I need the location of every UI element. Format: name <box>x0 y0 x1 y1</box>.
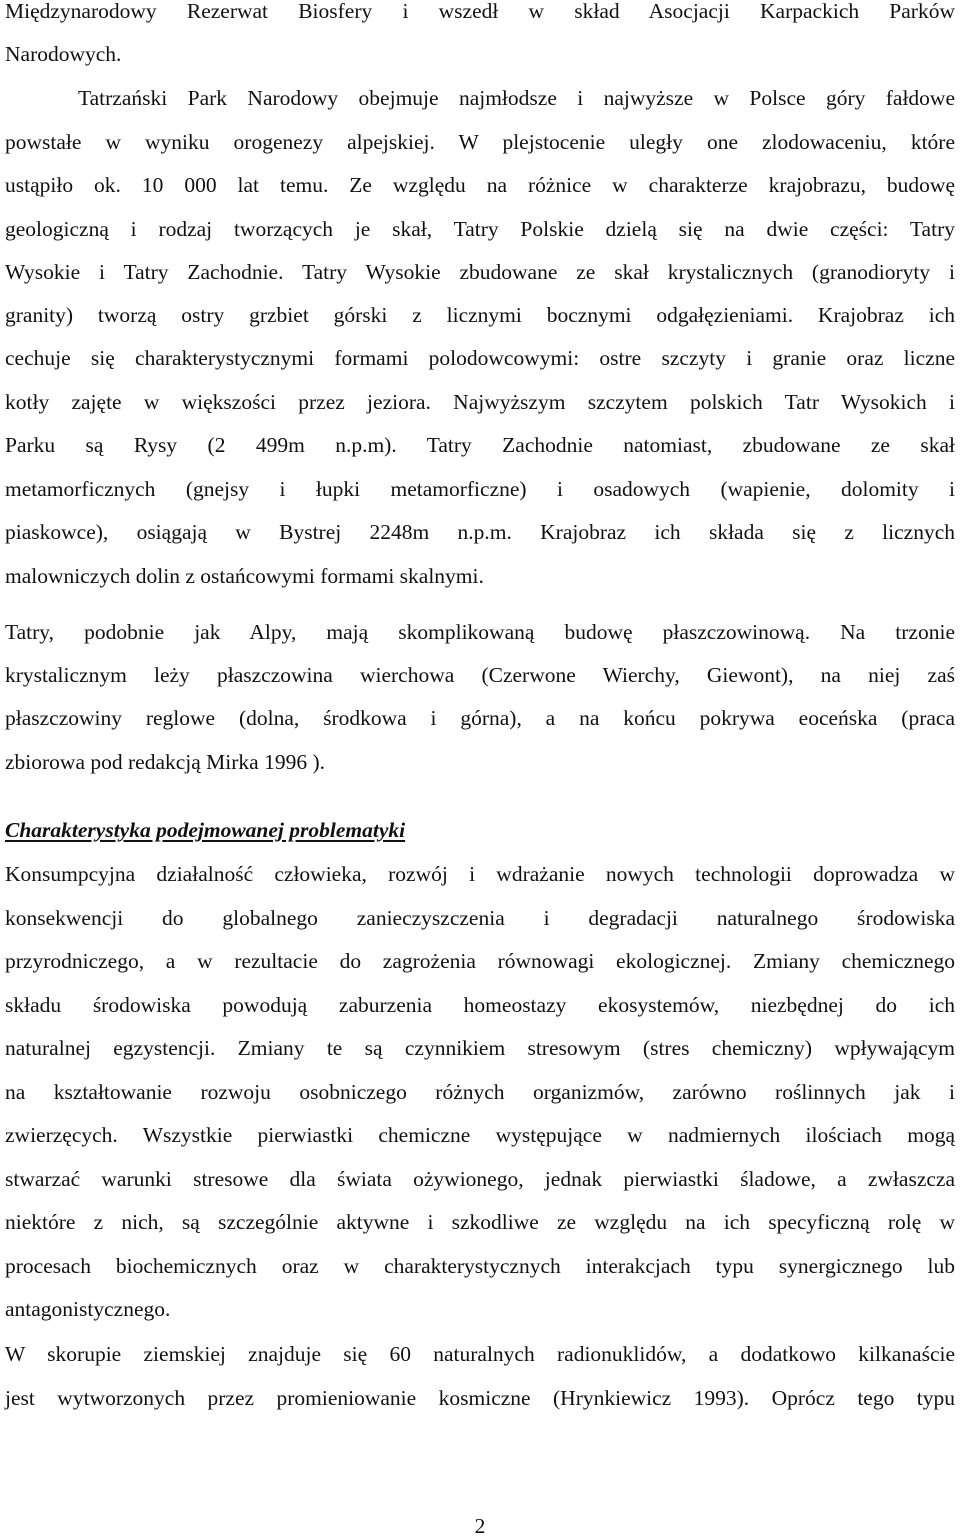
page-number: 2 <box>474 1514 486 1538</box>
text-line: niektóre z nich, są szczególnie aktywne i szkodliwe ze względu na ich specyficzną rolę w <box>5 1210 955 1234</box>
text-line: zwierzęcych. Wszystkie pierwiastki chemiczne występujące w nadmiernych ilościach mogą <box>5 1123 955 1147</box>
text-line: konsekwencji do globalnego zanieczyszczenia i degradacji naturalnego środowiska <box>5 906 955 930</box>
text-line: piaskowce), osiągają w Bystrej 2248m n.p.m. Krajobraz ich składa się z licznych <box>5 520 955 544</box>
text-line: geologiczną i rodzaj tworzących je skał, Tatry Polskie dzielą się na dwie części: Tatry <box>5 217 955 241</box>
text-line: na kształtowanie rozwoju osobniczego różnych organizmów, zarówno roślinnych jak i <box>5 1080 955 1104</box>
text-line: procesach biochemicznych oraz w charakterystycznych interakcjach typu synergicznego lub <box>5 1254 955 1278</box>
text-line: Międzynarodowy Rezerwat Biosfery i wszedł w skład Asocjacji Karpackich Parków <box>5 0 955 23</box>
text-line: kotły zajęte w większości przez jeziora. Najwyższym szczytem polskich Tatr Wysokich i <box>5 390 955 414</box>
text-line: antagonistycznego. <box>5 1297 171 1321</box>
text-line: powstałe w wyniku orogenezy alpejskiej. W plejstocenie uległy one zlodowaceniu, które <box>5 130 955 154</box>
text-line: krystalicznym leży płaszczowina wierchowa (Czerwone Wierchy, Giewont), na niej zaś <box>5 663 955 687</box>
text-line: naturalnej egzystencji. Zmiany te są czynnikiem stresowym (stres chemiczny) wpływającym <box>5 1036 955 1060</box>
text-line: stwarzać warunki stresowe dla świata ożywionego, jednak pierwiastki śladowe, a zwłaszcza <box>5 1167 955 1191</box>
text-line: Konsumpcyjna działalność człowieka, rozwój i wdrażanie nowych technologii doprowadza w <box>5 862 955 886</box>
text-line: Tatrzański Park Narodowy obejmuje najmłodsze i najwyższe w Polsce góry fałdowe <box>78 86 955 110</box>
text-line: jest wytworzonych przez promieniowanie kosmiczne (Hrynkiewicz 1993). Oprócz tego typu <box>5 1386 955 1410</box>
text-line: Tatry, podobnie jak Alpy, mają skomplikowaną budowę płaszczowinową. Na trzonie <box>5 620 955 644</box>
text-line: płaszczowiny reglowe (dolna, środkowa i górna), a na końcu pokrywa eoceńska (praca <box>5 706 955 730</box>
text-line: Narodowych. <box>5 42 122 66</box>
section-heading: Charakterystyka podejmowanej problematyki <box>5 818 406 842</box>
text-line: granity) tworzą ostry grzbiet górski z licznymi bocznymi odgałęzieniami. Krajobraz ich <box>5 303 955 327</box>
text-line: W skorupie ziemskiej znajduje się 60 naturalnych radionuklidów, a dodatkowo kilkanaście <box>5 1342 955 1366</box>
text-line: Wysokie i Tatry Zachodnie. Tatry Wysokie zbudowane ze skał krystalicznych (granodioryty i <box>5 260 955 284</box>
text-line: metamorficznych (gnejsy i łupki metamorficzne) i osadowych (wapienie, dolomity i <box>5 477 955 501</box>
text-line: składu środowiska powodują zaburzenia homeostazy ekosystemów, niezbędnej do ich <box>5 993 955 1017</box>
text-line: ustąpiło ok. 10 000 lat temu. Ze względu na różnice w charakterze krajobrazu, budowę <box>5 173 955 197</box>
text-line: malowniczych dolin z ostańcowymi formami skalnymi. <box>5 564 484 588</box>
text-line: cechuje się charakterystycznymi formami polodowcowymi: ostre szczyty i granie oraz liczne <box>5 346 955 370</box>
text-line: przyrodniczego, a w rezultacie do zagrożenia równowagi ekologicznej. Zmiany chemicznego <box>5 949 955 973</box>
text-line: zbiorowa pod redakcją Mirka 1996 ). <box>5 750 326 774</box>
text-line: Parku są Rysy (2 499m n.p.m). Tatry Zachodnie natomiast, zbudowane ze skał <box>5 433 955 457</box>
